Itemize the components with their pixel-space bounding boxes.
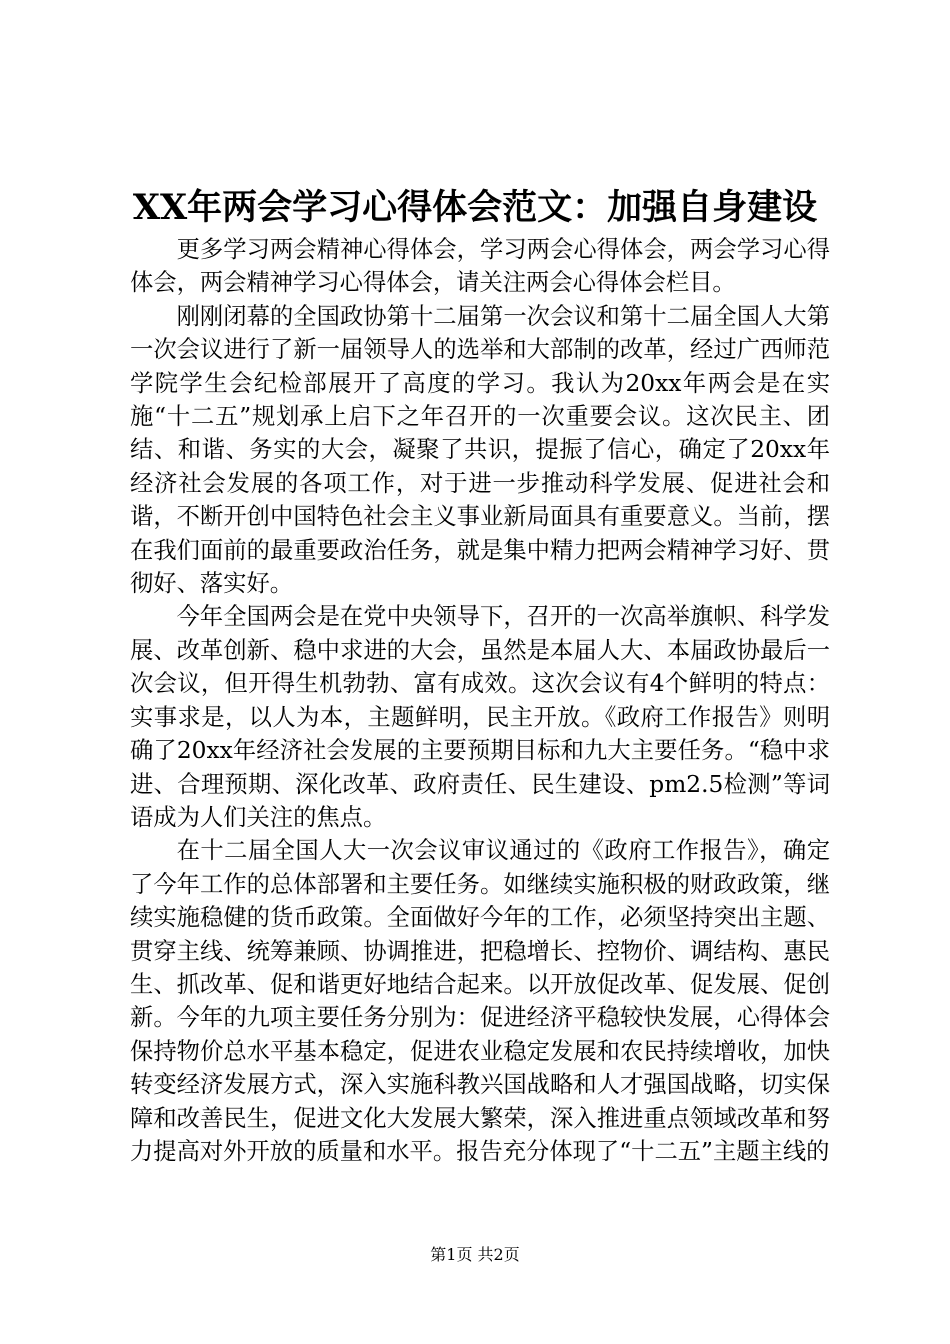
document-title: XX年两会学习心得体会范文：加强自身建设 xyxy=(132,187,818,228)
paragraph: 刚刚闭幕的全国政协第十二届第一次会议和第十二届全国人大第一次会议进行了新一届领导人的选举和大部制的改革，经过广西师范学院学生会纪检部展开了高度的学习。我认为20xx年两会是在实施“十二五”规划承上启下之年召开的一次重要会议。这次民主、团结、和谐、务实的大会，凝聚了共识，提振了信心，确定了20xx年经济社会发展的各项工作，对于进一步推动科学发展、促进社会和谐，不断开创中国特色社会主义事业新局面具有重要意义。当前，摆在我们面前的最重要政治任务，就是集中精力把两会精神学习好、贯彻好、落实好。 xyxy=(130,302,830,598)
paragraph: 今年全国两会是在党中央领导下，召开的一次高举旗帜、科学发展、改革创新、稳中求进的大会，虽然是本届人大、本届政协最后一次会议，但开得生机勃勃、富有成效。这次会议有4个鲜明的特点：实事求是，以人为本，主题鲜明，民主开放。《政府工作报告》则明确了20xx年经济社会发展的主要预期目标和九大主要任务。“稳中求进、合理预期、深化改革、政府责任、民生建设、pm2.5检测”等词语成为人们关注的焦点。 xyxy=(130,603,830,831)
page-number-footer: 第1页 共2页 xyxy=(430,1245,520,1264)
paragraph: 在十二届全国人大一次会议审议通过的《政府工作报告》，确定了今年工作的总体部署和主要任务。如继续实施积极的财政政策，继续实施稳健的货币政策。全面做好今年的工作，必须坚持突出主题、贯穿主线、统筹兼顾、协调推进，把稳增长、控物价、调结构、惠民生、抓改革、促和谐更好地结合起来。以开放促改革、促发展、促创新。今年的九项主要任务分别为：促进经济平稳较快发展，心得体会保持物价总水平基本稳定，促进农业稳定发展和农民持续增收，加快转变经济发展方式，深入实施科教兴国战略和人才强国战略，切实保障和改善民生，促进文化大发展大繁荣，深入推进重点领域改革和努力提高对外开放的质量和水平。报告充分体现了“十二五”主题主线的 xyxy=(130,837,830,1165)
paragraph: 更多学习两会精神心得体会，学习两会心得体会，两会学习心得体会，两会精神学习心得体会，请关注两会心得体会栏目。 xyxy=(130,236,830,297)
document-body xyxy=(130,233,830,1168)
